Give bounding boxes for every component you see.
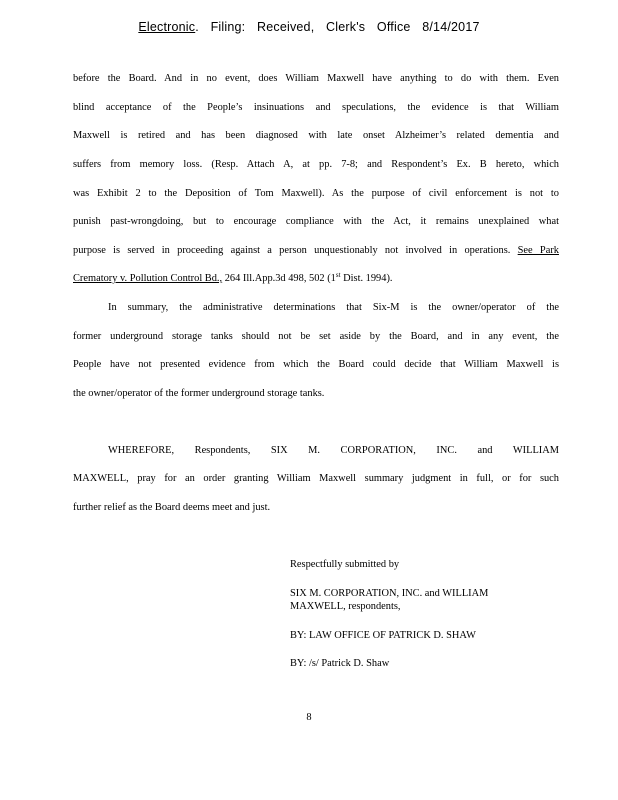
signature-by-attorney: BY: /s/ Patrick D. Shaw [290,658,390,669]
body-line: suffers from memory loss. (Resp. Attach A, at pp. 7-8; and Respondent’s Ex. B hereto, which [73,159,559,170]
body-line: In summary, the administrative determinations that Six-M is the owner/operator of the [108,302,559,313]
body-line: WHEREFORE, Respondents, SIX M. CORPORATION, INC. and WILLIAM [108,445,559,456]
signature-party-line: SIX M. CORPORATION, INC. and WILLIAM [290,588,489,599]
filing-stamp-header [0,20,618,34]
body-line [73,244,559,258]
body-line: further relief as the Board deems meet and just. [73,502,271,513]
body-line-text: purpose is served in proceeding against a person unquestionably not involved in operations. [73,245,511,256]
body-line: blind acceptance of the People’s insinuations and speculations, the evidence is that William [73,102,559,113]
body-line: before the Board. And in no event, does William Maxwell have anything to do with them. Even [73,73,559,84]
signature-submitted: Respectfully submitted by [290,559,400,570]
body-line: was Exhibit 2 to the Deposition of Tom Maxwell). As the purpose of civil enforcement is not to [73,188,559,199]
signature-by-firm: BY: LAW OFFICE OF PATRICK D. SHAW [290,630,476,641]
case-name: Crematory v. Pollution Control Bd., [73,273,223,284]
citation-signal: See Park [517,245,559,256]
filing-stamp-electronic: Electronic [138,20,196,34]
ordinal-superscript: st [335,271,341,279]
body-line [73,272,559,286]
body-line: MAXWELL, pray for an order granting William Maxwell summary judgment in full, or for such [73,473,559,484]
body-line: punish past-wrongdoing, but to encourage compliance with the Act, it remains unexplained what [73,216,559,227]
body-line: Maxwell is retired and has been diagnosed with late onset Alzheimer’s related dementia and [73,130,559,141]
body-line: People have not presented evidence from which the Board could decide that William Maxwell is [73,359,559,370]
case-court-year: Dist. 1994). [343,273,393,284]
signature-party-line: MAXWELL, respondents, [290,601,401,612]
filing-stamp-rest: . Filing: Received, Clerk's Office 8/14/2017 [195,20,480,34]
case-reporter: 264 Ill.App.3d 498, 502 (1 [224,273,336,284]
body-line: the owner/operator of the former underground storage tanks. [73,388,325,399]
page-number: 8 [306,712,312,723]
body-line: former underground storage tanks should not be set aside by the Board, and in any event, the [73,331,559,342]
